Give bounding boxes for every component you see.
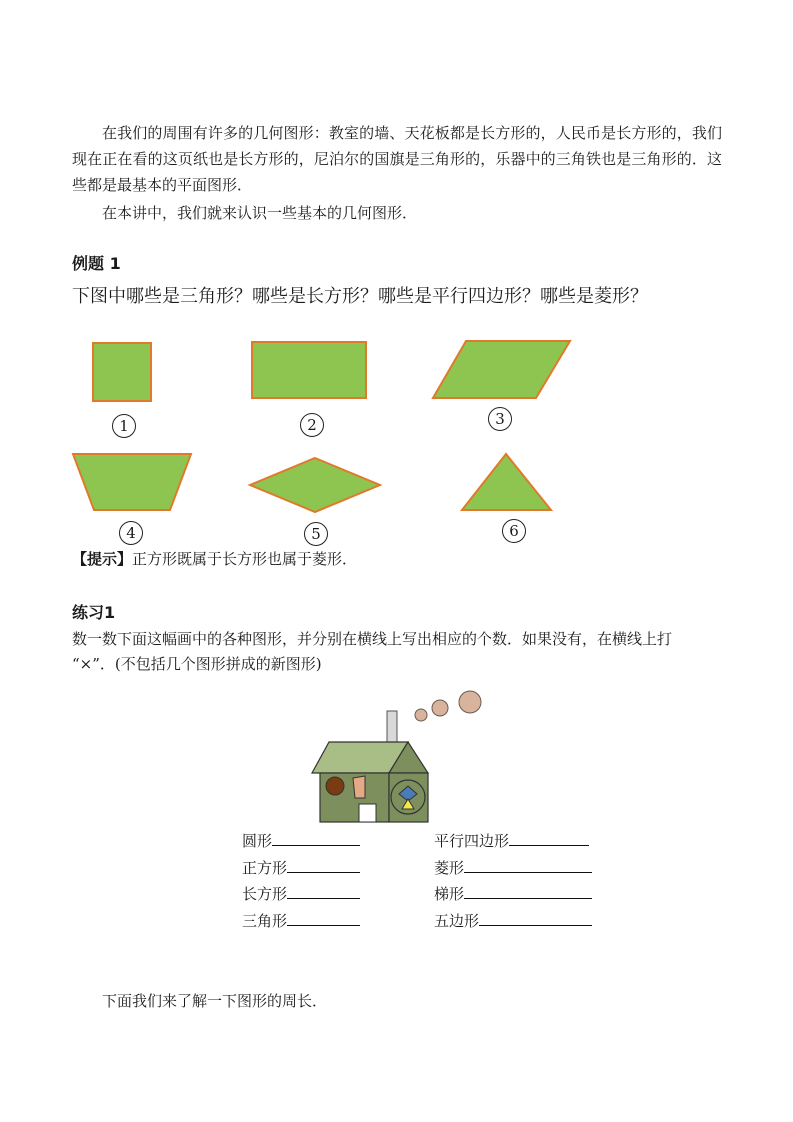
house-illustration (300, 680, 500, 830)
intro-paragraph-1: 在我们的周围有许多的几何图形：教室的墙、天花板都是长方形的，人民币是长方形的，我们现在正在看的这页纸也是长方形的，尼泊尔的国旗是三角形的，乐器中的三角铁也是三角形的．这些都是最基本的平面图形． (72, 124, 722, 194)
answer-blank[interactable] (287, 909, 360, 926)
fill-row-right-3 (434, 882, 592, 905)
item-label: 平行四边形 (434, 832, 510, 850)
fill-row-left-4 (242, 909, 360, 932)
answer-blank[interactable] (479, 909, 592, 926)
exercise-heading: 练习1 (72, 603, 116, 622)
answer-blank[interactable] (287, 882, 360, 899)
answer-blank[interactable] (272, 829, 360, 846)
item-label: 三角形 (242, 912, 288, 930)
hint-text: 正方形既属于长方形也属于菱形． (132, 550, 358, 568)
label-2: 2 (300, 413, 324, 437)
shape-trapezoid (70, 451, 194, 513)
shape-square (90, 340, 154, 404)
shape-parallelogram (430, 338, 574, 402)
intro-paragraph-2: 在本讲中，我们就来认识一些基本的几何图形． (102, 204, 418, 222)
label-3: 3 (488, 407, 512, 431)
hint-key: 【提示】 (72, 550, 133, 568)
item-label: 菱形 (434, 859, 465, 877)
item-label: 梯形 (434, 885, 465, 903)
answer-blank[interactable] (464, 856, 592, 873)
shape-rhombus (247, 455, 383, 515)
label-5: 5 (304, 522, 328, 546)
answer-blank[interactable] (509, 829, 589, 846)
hint (72, 546, 357, 572)
fill-row-left-3 (242, 882, 360, 905)
item-label: 圆形 (242, 832, 273, 850)
answer-blank[interactable] (464, 882, 592, 899)
label-4: 4 (119, 521, 143, 545)
answer-blank[interactable] (287, 856, 360, 873)
label-1: 1 (112, 414, 136, 438)
fill-row-right-1 (434, 829, 589, 852)
fill-row-right-4 (434, 909, 592, 932)
example-heading: 例题 1 (72, 254, 121, 273)
closing-paragraph: 下面我们来了解一下图形的周长． (102, 992, 328, 1010)
shape-triangle (459, 451, 555, 513)
item-label: 正方形 (242, 859, 288, 877)
exercise-text-line-1: 数一数下面这幅画中的各种图形，并分别在横线上写出相应的个数．如果没有，在横线上打 (72, 630, 673, 648)
label-6: 6 (502, 519, 526, 543)
example-question: 下图中哪些是三角形？哪些是长方形？哪些是平行四边形？哪些是菱形？ (72, 286, 648, 307)
fill-row-right-2 (434, 856, 592, 879)
item-label: 长方形 (242, 885, 288, 903)
fill-row-left-1 (242, 829, 360, 852)
item-label: 五边形 (434, 912, 480, 930)
shape-rectangle (249, 339, 369, 401)
fill-row-left-2 (242, 856, 360, 879)
exercise-text-line-2: “×”．(不包括几个图形拼成的新图形) (72, 655, 322, 673)
